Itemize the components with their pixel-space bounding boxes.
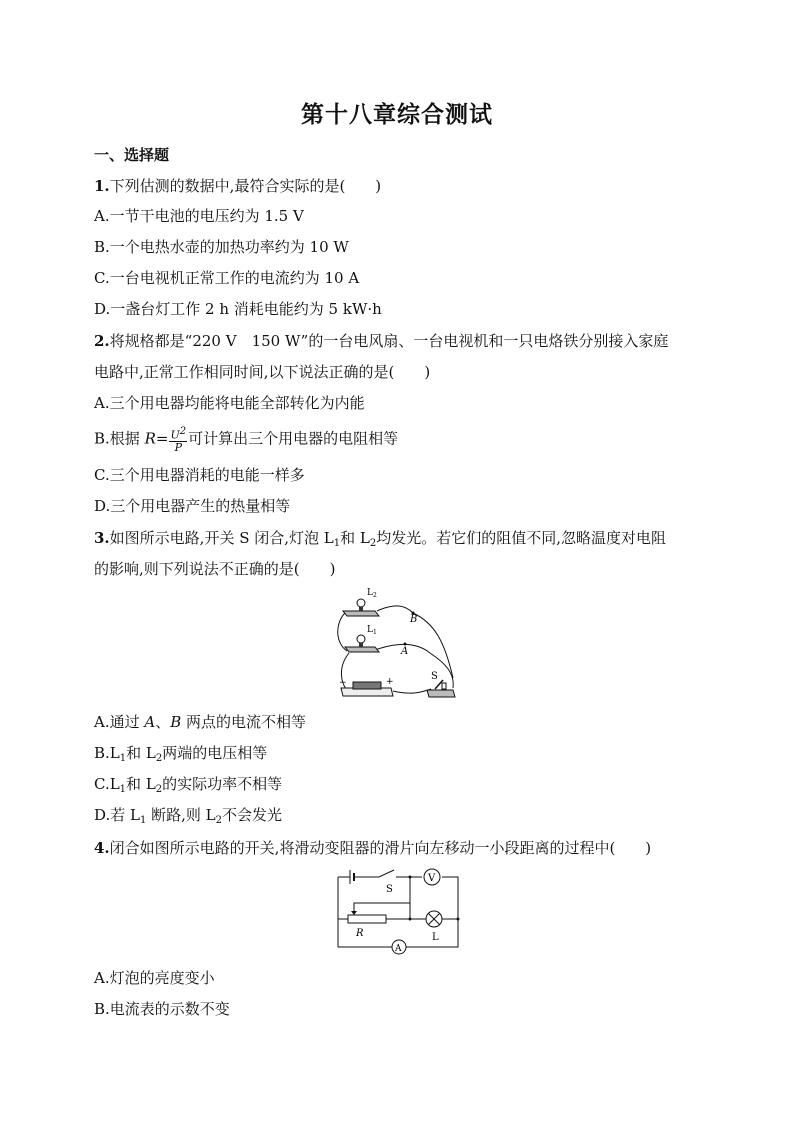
junction — [409, 876, 412, 879]
option-text: A.通过 — [94, 713, 145, 731]
page-title: 第十八章综合测试 — [301, 101, 493, 128]
lamp-holder-l1 — [345, 647, 379, 652]
q3-option-b — [94, 743, 267, 763]
option-text: D.若 L — [94, 806, 140, 824]
subscript: 1 — [140, 815, 147, 826]
q1-option-d: D.一盏台灯工作 2 h 消耗电能约为 5 kW·h — [94, 300, 382, 318]
label-l: L — [432, 932, 439, 943]
subscript: 2 — [369, 538, 377, 549]
formula-r: R — [144, 429, 156, 448]
slider-arrow — [351, 911, 357, 915]
stem-text: 闭合如图所示电路的开关,将滑动变阻器的滑片向左移动一小段距离的过程中( ) — [109, 839, 652, 857]
label-b: B — [410, 614, 418, 625]
q3-option-d — [94, 805, 282, 825]
option-text: 和 L — [126, 775, 156, 793]
subscript: 2 — [155, 784, 163, 795]
q2-option-b — [94, 426, 398, 453]
lamp-bulb-l1 — [357, 635, 365, 643]
option-text: 两点的电流不相等 — [181, 713, 307, 731]
voltmeter-label: V — [428, 873, 436, 884]
q2-option-c: C.三个用电器消耗的电能一样多 — [94, 466, 305, 484]
junction — [457, 918, 460, 921]
question-number: 3. — [94, 529, 110, 547]
label-minus: − — [339, 678, 347, 688]
wire — [338, 613, 347, 651]
formula-fraction — [169, 426, 187, 453]
q1-option-a: A.一节干电池的电压约为 1.5 V — [94, 207, 304, 225]
stem-text: 将规格都是“220 V 150 W”的一台电风扇、一台电视机和一只电烙铁分别接入家庭 — [109, 332, 669, 350]
wire — [393, 689, 431, 693]
question-number: 2. — [94, 332, 110, 350]
option-text: B.根据 — [94, 429, 145, 448]
switch-blade — [379, 870, 394, 877]
option-text: 不会发光 — [222, 806, 283, 824]
option-text: 、 — [155, 713, 171, 731]
option-text: 断路,则 L — [146, 806, 216, 824]
label-plus: + — [386, 677, 394, 687]
battery — [353, 682, 381, 689]
formula-p: P — [174, 440, 182, 454]
stem-text: 均发光。若它们的阻值不同,忽略温度对电阻 — [376, 529, 667, 547]
q4-circuit-figure — [334, 865, 464, 960]
label-s: S — [386, 884, 393, 895]
question-4-stem — [94, 838, 651, 858]
q1-option-b: B.一个电热水壶的加热功率约为 10 W — [94, 238, 349, 256]
q4-option-a: A.灯泡的亮度变小 — [94, 969, 215, 987]
switch-contact — [442, 683, 446, 689]
label-l2: $L_2$ — [367, 588, 377, 599]
question-1-stem — [94, 176, 381, 196]
q3-option-a — [94, 712, 306, 732]
lamp-bulb-l2 — [357, 599, 365, 607]
question-2-stem — [94, 331, 668, 351]
option-text: B.L — [94, 744, 120, 762]
label-l1: $L_1$ — [367, 625, 377, 636]
subscript: 1 — [333, 538, 341, 549]
question-number: 1. — [94, 177, 110, 195]
question-3-stem-line2: 的影响,则下列说法不正确的是( ) — [94, 560, 336, 578]
question-number: 4. — [94, 839, 110, 857]
formula-exponent: 2 — [179, 426, 187, 437]
stem-text: 下列估测的数据中,最符合实际的是( ) — [109, 177, 382, 195]
option-text: 可计算出三个用电器的电阻相等 — [188, 429, 399, 448]
subscript: 1 — [119, 753, 127, 764]
label-r: R — [356, 928, 364, 939]
q1-option-c: C.一台电视机正常工作的电流约为 10 A — [94, 269, 360, 287]
question-2-stem-line2: 电路中,正常工作相同时间,以下说法正确的是( ) — [94, 363, 431, 381]
formula-u: U — [170, 428, 180, 442]
switch-base — [427, 690, 455, 697]
stem-text: 如图所示电路,开关 S 闭合,灯泡 L — [109, 529, 334, 547]
lamp-base-l1 — [359, 643, 363, 647]
lamp-holder-l2 — [343, 611, 379, 616]
option-text: 的实际功率不相等 — [162, 775, 283, 793]
label-a: A — [401, 646, 409, 657]
option-text: C.L — [94, 775, 120, 793]
q2-option-d: D.三个用电器产生的热量相等 — [94, 497, 291, 515]
section-heading: 一、选择题 — [94, 146, 170, 164]
ammeter-label: A — [395, 944, 402, 954]
q3-circuit-figure — [335, 583, 465, 708]
q2-option-a: A.三个用电器均能将电能全部转化为内能 — [94, 394, 365, 412]
point-a-label: A — [144, 713, 156, 731]
question-3-stem — [94, 528, 666, 548]
option-text: 和 L — [126, 744, 156, 762]
slider-arm — [354, 903, 410, 915]
subscript: 2 — [215, 815, 223, 826]
stem-text: 和 L — [340, 529, 370, 547]
q4-option-b: B.电流表的示数不变 — [94, 1000, 230, 1018]
subscript: 2 — [155, 753, 163, 764]
lamp-base-l2 — [359, 607, 363, 611]
option-text: 两端的电压相等 — [162, 744, 268, 762]
q3-option-c — [94, 774, 282, 794]
point-b-label: B — [170, 713, 182, 731]
formula-eq: = — [155, 429, 169, 448]
rheostat — [348, 915, 386, 923]
label-s: S — [431, 671, 438, 682]
subscript: 1 — [119, 784, 127, 795]
